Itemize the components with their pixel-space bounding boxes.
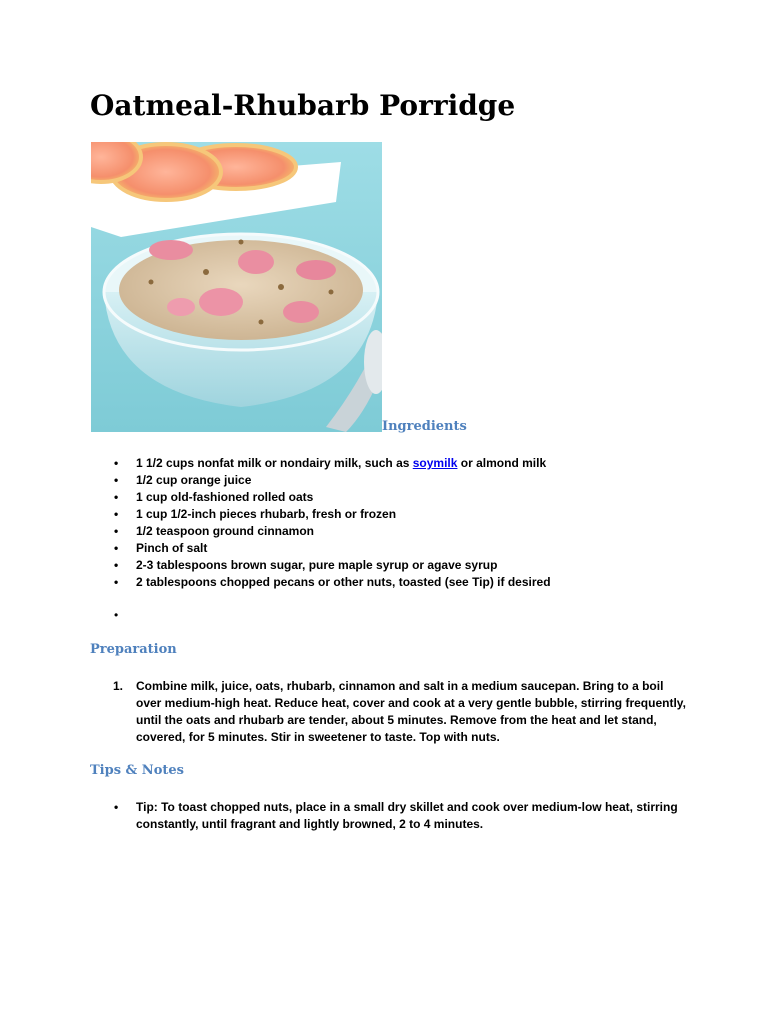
list-item: [91, 678, 691, 746]
ingredient-text: 2 tablespoons chopped pecans or other nuts, toasted (see Tip) if desired: [136, 575, 551, 589]
bullet-icon: •: [114, 490, 119, 504]
page-title: Oatmeal-Rhubarb Porridge: [90, 89, 516, 122]
preparation-heading: Preparation: [90, 642, 177, 657]
bullet-icon: •: [114, 541, 119, 555]
list-item: [91, 489, 691, 506]
empty-bullet-icon: •: [114, 608, 119, 622]
bullet-icon: •: [114, 507, 119, 521]
ingredient-text: 1 cup old-fashioned rolled oats: [136, 490, 314, 504]
tips-heading: Tips & Notes: [90, 763, 184, 778]
porridge-image: [91, 142, 382, 432]
bullet-icon: •: [114, 524, 119, 538]
list-item: [91, 506, 691, 523]
ingredient-text: 1/2 teaspoon ground cinnamon: [136, 524, 315, 538]
bullet-icon: •: [114, 800, 119, 814]
ingredient-text-post: or almond milk: [457, 456, 547, 470]
ingredients-list: [91, 455, 691, 591]
porridge-photo: [91, 142, 382, 432]
list-item: [91, 574, 691, 591]
list-item: [91, 523, 691, 540]
tip-text: Tip: To toast chopped nuts, place in a small dry skillet and cook over medium-low heat, stirring constantly, until fragrant and lightly browned, 2 to 4 minutes.: [136, 800, 678, 831]
ingredient-text: 2-3 tablespoons brown sugar, pure maple syrup or agave syrup: [136, 558, 498, 572]
list-item: [91, 799, 691, 833]
list-item: [91, 472, 691, 489]
bullet-icon: •: [114, 558, 119, 572]
tips-list: [91, 799, 691, 833]
list-item: [91, 540, 691, 557]
list-item: [91, 455, 691, 472]
soymilk-link[interactable]: soymilk: [412, 456, 458, 470]
bullet-icon: •: [114, 575, 119, 589]
list-item: [91, 557, 691, 574]
ingredients-heading: Ingredients: [382, 419, 467, 434]
ingredient-text-pre: 1 1/2 cups nonfat milk or nondairy milk, such as: [136, 456, 413, 470]
ingredient-text: Pinch of salt: [136, 541, 208, 555]
step-text: Combine milk, juice, oats, rhubarb, cinnamon and salt in a medium saucepan. Bring to a boil over medium-high heat. Reduce heat, cover and cook at a very gentle bubble, stirring frequently, until the oats and rhubarb are tender, about 5 minutes. Remove from the heat and let stand, covered, for 5 minutes. Stir in sweetener to taste. Top with nuts.: [136, 679, 686, 744]
step-number: 1.: [113, 679, 124, 693]
bullet-icon: •: [114, 456, 119, 470]
ingredient-text: 1/2 cup orange juice: [136, 473, 252, 487]
preparation-list: [91, 678, 691, 746]
ingredient-text: 1 cup 1/2-inch pieces rhubarb, fresh or frozen: [136, 507, 397, 521]
bullet-icon: •: [114, 473, 119, 487]
